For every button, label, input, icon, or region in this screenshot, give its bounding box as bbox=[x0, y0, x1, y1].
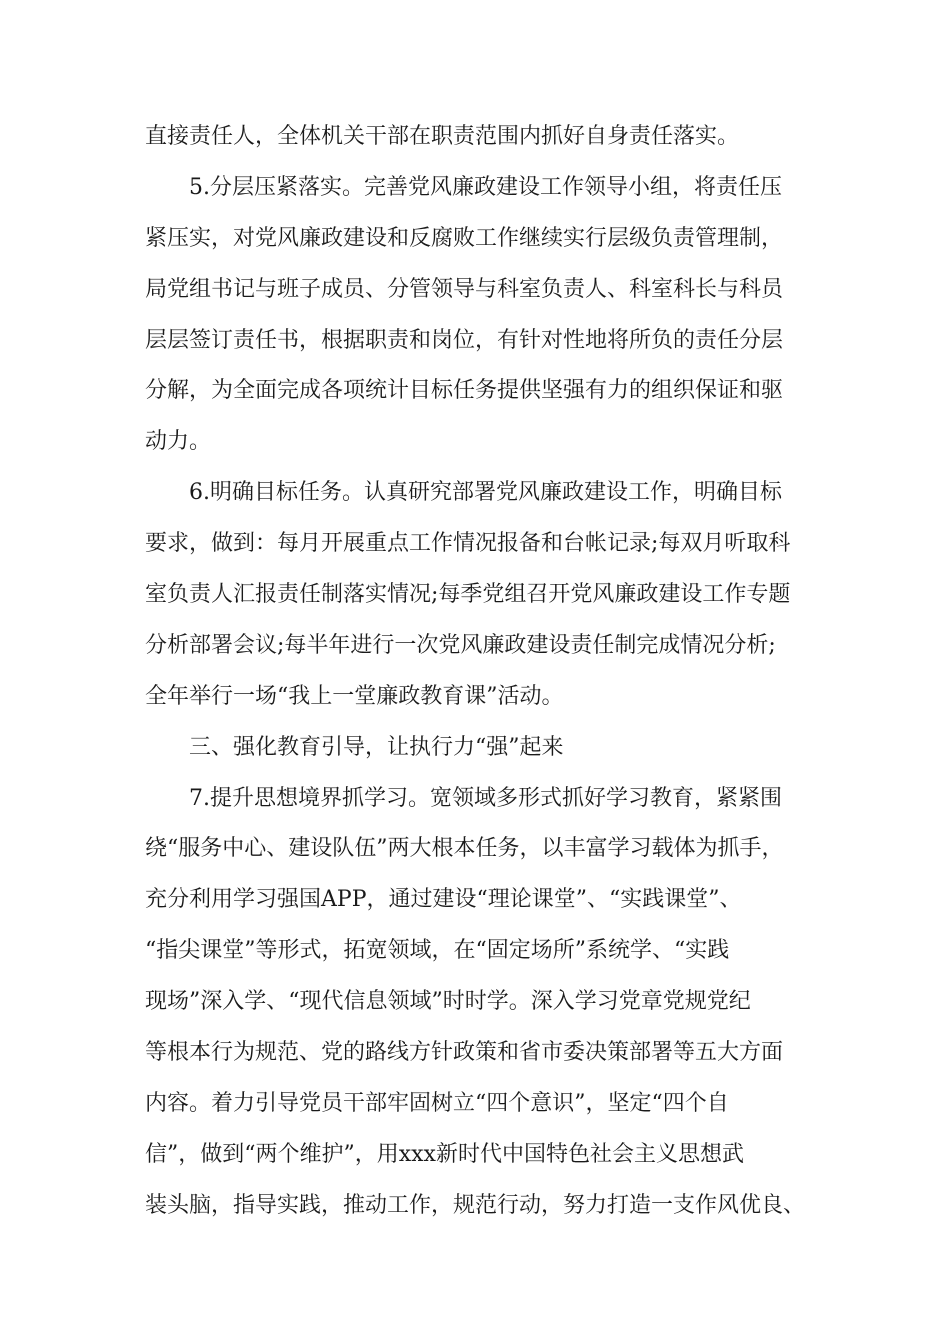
paragraph-6-line: 6.明确目标任务。认真研究部署党风廉政建设工作，明确目标 bbox=[189, 480, 782, 506]
text-line: 分解，为全面完成各项统计目标任务提供坚强有力的组织保证和驱 bbox=[145, 378, 784, 404]
text-line: 直接责任人，全体机关干部在职责范围内抓好自身责任落实。 bbox=[145, 124, 740, 149]
text-line: 内容。着力引导党员干部牢固树立“四个意识”，坚定“四个自 bbox=[145, 1090, 729, 1116]
section-heading: 三、强化教育引导，让执行力“强”起来 bbox=[189, 734, 564, 760]
text-line: 现场”深入学、“现代信息领域”时时学。深入学习党章党规党纪 bbox=[145, 989, 751, 1015]
text-line: 装头脑，指导实践，推动工作，规范行动，努力打造一支作风优良、 bbox=[145, 1192, 806, 1218]
paragraph-5-line: 5.分层压紧落实。完善党风廉政建设工作领导小组，将责任压 bbox=[189, 174, 782, 200]
text-line: 分析部署会议;每半年进行一次党风廉政建设责任制完成情况分析; bbox=[145, 632, 776, 658]
text-line: “指尖课堂”等形式，拓宽领域，在“固定场所”系统学、“实践 bbox=[145, 938, 730, 964]
text-line: 全年举行一场“我上一堂廉政教育课”活动。 bbox=[145, 683, 564, 709]
text-line: 室负责人汇报责任制落实情况;每季党组召开党风廉政建设工作专题 bbox=[145, 582, 791, 608]
text-line: 局党组书记与班子成员、分管领导与科室负责人、科室科长与科员 bbox=[145, 276, 784, 302]
text-line: 充分利用学习强国APP，通过建设“理论课堂”、“实践课堂”、 bbox=[145, 887, 742, 913]
text-line: 信”，做到“两个维护”，用xxx新时代中国特色社会主义思想武 bbox=[145, 1141, 744, 1167]
text-line: 紧压实，对党风廉政建设和反腐败工作继续实行层级负责管理制， bbox=[145, 225, 784, 251]
text-line: 绕“服务中心、建设队伍”两大根本任务，以丰富学习载体为抓手， bbox=[145, 836, 784, 862]
text-line: 等根本行为规范、党的路线方针政策和省市委决策部署等五大方面 bbox=[145, 1040, 784, 1066]
text-line: 动力。 bbox=[145, 429, 212, 455]
paragraph-7-line: 7.提升思想境界抓学习。宽领域多形式抓好学习教育，紧紧围 bbox=[189, 785, 782, 811]
text-line: 层层签订责任书，根据职责和岗位，有针对性地将所负的责任分层 bbox=[145, 327, 784, 353]
document-body bbox=[145, 112, 825, 1232]
text-line: 要求，做到：每月开展重点工作情况报备和台帐记录;每双月听取科 bbox=[145, 531, 791, 557]
